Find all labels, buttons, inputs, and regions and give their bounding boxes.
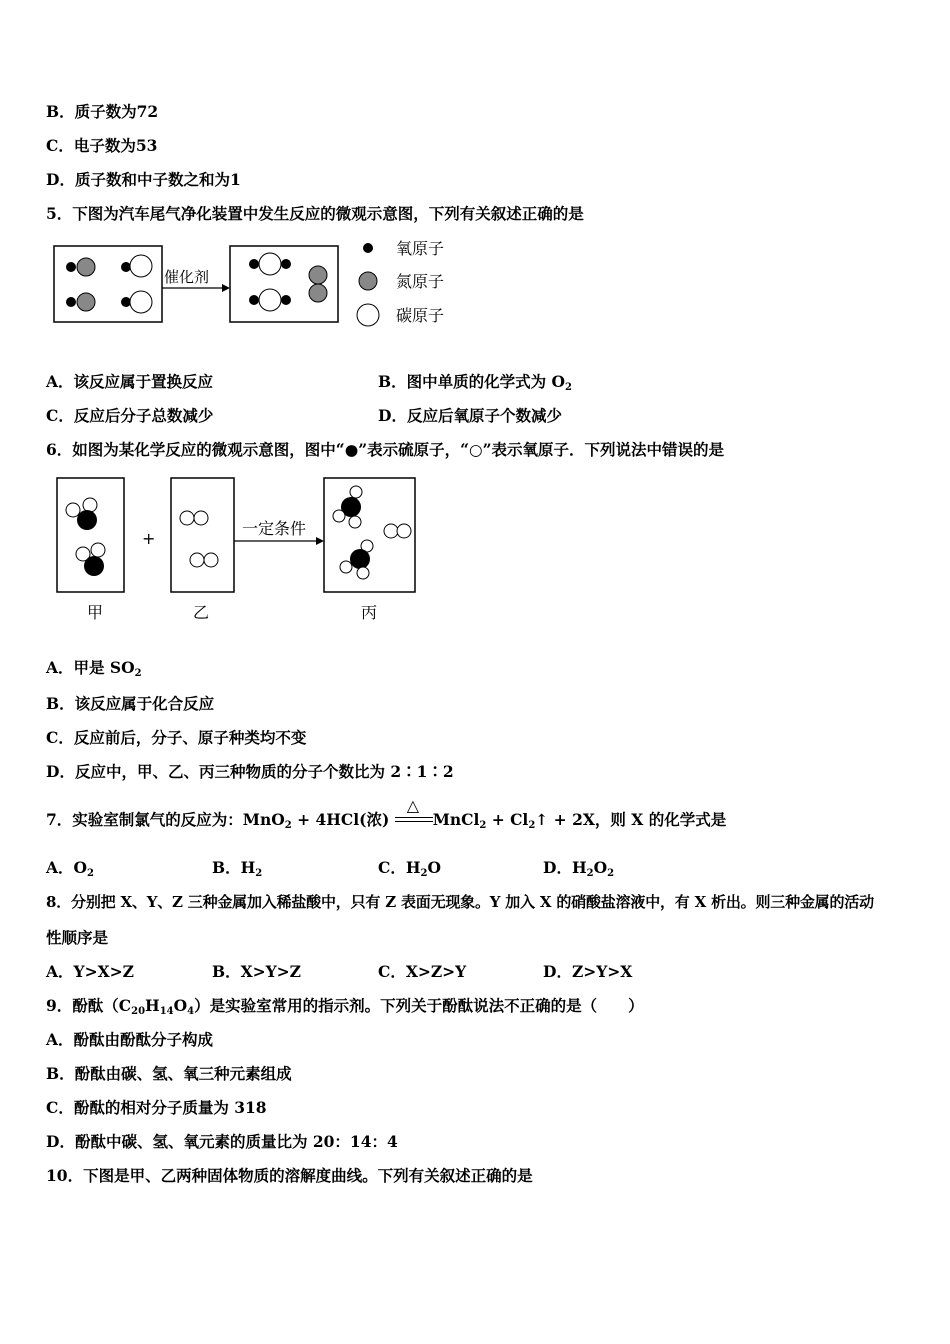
q5-catalyst-label: 催化剂 <box>164 268 210 286</box>
q10-stem: 10．下图是甲、乙两种固体物质的溶解度曲线。下列有关叙述正确的是 <box>46 1166 533 1185</box>
q8-option-a: A．Y>X>Z <box>46 962 134 981</box>
q5-stem: 5．下图为汽车尾气净化装置中发生反应的微观示意图，下列有关叙述正确的是 <box>46 204 584 223</box>
q4-option-d: D．质子数和中子数之和为1 <box>46 170 241 189</box>
q8-option-b: B．X>Y>Z <box>212 962 301 981</box>
q8-stem-line1: 8．分别把 X、Y、Z 三种金属加入稀盐酸中，只有 Z 表面无现象。Y 加入 X 的硝酸盐溶液中，有 X 析出。则三种金属的活动 <box>46 893 874 911</box>
q7-option-c: C．$H_2O$ <box>378 858 441 879</box>
q6-label-bing: 丙 <box>361 603 378 622</box>
q8-option-d: D．Z>Y>X <box>543 962 633 981</box>
q5-diagram <box>50 236 470 336</box>
q8-option-c: C．X>Z>Y <box>378 962 467 981</box>
q6-option-d: D．反应中，甲、乙、丙三种物质的分子个数比为 2∶1∶2 <box>46 762 454 781</box>
q6-plus-sign: + <box>142 529 156 548</box>
q6-option-b: B．该反应属于化合反应 <box>46 694 215 713</box>
q7-option-b: B．$H_2$ <box>212 858 263 879</box>
legend-carbon: 碳原子 <box>396 306 445 325</box>
q9-option-c: C．酚酞的相对分子质量为 318 <box>46 1098 267 1117</box>
q7-stem: 7．实验室制氯气的反应为：MnO$_2$ + 4HCl(浓) △ MnCl$_2$ + $Cl_2↑ + 2X$，则 X 的化学式是 <box>46 796 727 831</box>
q6-option-a: A．甲是 $SO_2$ <box>46 658 142 679</box>
q6-condition-label: 一定条件 <box>242 519 307 538</box>
q6-label-jia: 甲 <box>87 603 104 622</box>
q9-option-a: A．酚酞由酚酞分子构成 <box>46 1030 214 1049</box>
legend-oxygen: 氧原子 <box>396 239 445 258</box>
q5-option-c: C．反应后分子总数减少 <box>46 406 214 425</box>
legend-nitrogen: 氮原子 <box>396 272 445 291</box>
q4-option-b: B．质子数为72 <box>46 102 159 121</box>
q7-option-d: D．$H_2O_2$ <box>543 858 615 879</box>
q8-stem-line2: 性顺序是 <box>46 928 109 947</box>
q9-option-d: D．酚酞中碳、氢、氧元素的质量比为 20：14：4 <box>46 1132 398 1151</box>
q7-option-a: A．$O_2$ <box>46 858 94 879</box>
q6-diagram <box>50 472 430 628</box>
q6-label-yi: 乙 <box>193 603 210 622</box>
q5-option-a: A．该反应属于置换反应 <box>46 372 214 391</box>
q5-option-b: B．图中单质的化学式为 $O_2$ <box>378 372 572 393</box>
q5-option-d: D．反应后氧原子个数减少 <box>378 406 562 425</box>
q4-option-c: C．电子数为53 <box>46 136 158 155</box>
q6-stem: 6．如图为某化学反应的微观示意图，图中“●”表示硫原子，“○”表示氧原子．下列说法中错误的是 <box>46 440 724 459</box>
q9-stem: 9．酚酞$(C_{20}H_{14}O_4)$是实验室常用的指示剂。下列关于酚酞说法不正确的是（ ） <box>46 996 644 1017</box>
q6-option-c: C．反应前后，分子、原子种类均不变 <box>46 728 307 747</box>
heat-equals-sign: △ <box>395 814 433 828</box>
q9-option-b: B．酚酞由碳、氢、氧三种元素组成 <box>46 1064 292 1083</box>
